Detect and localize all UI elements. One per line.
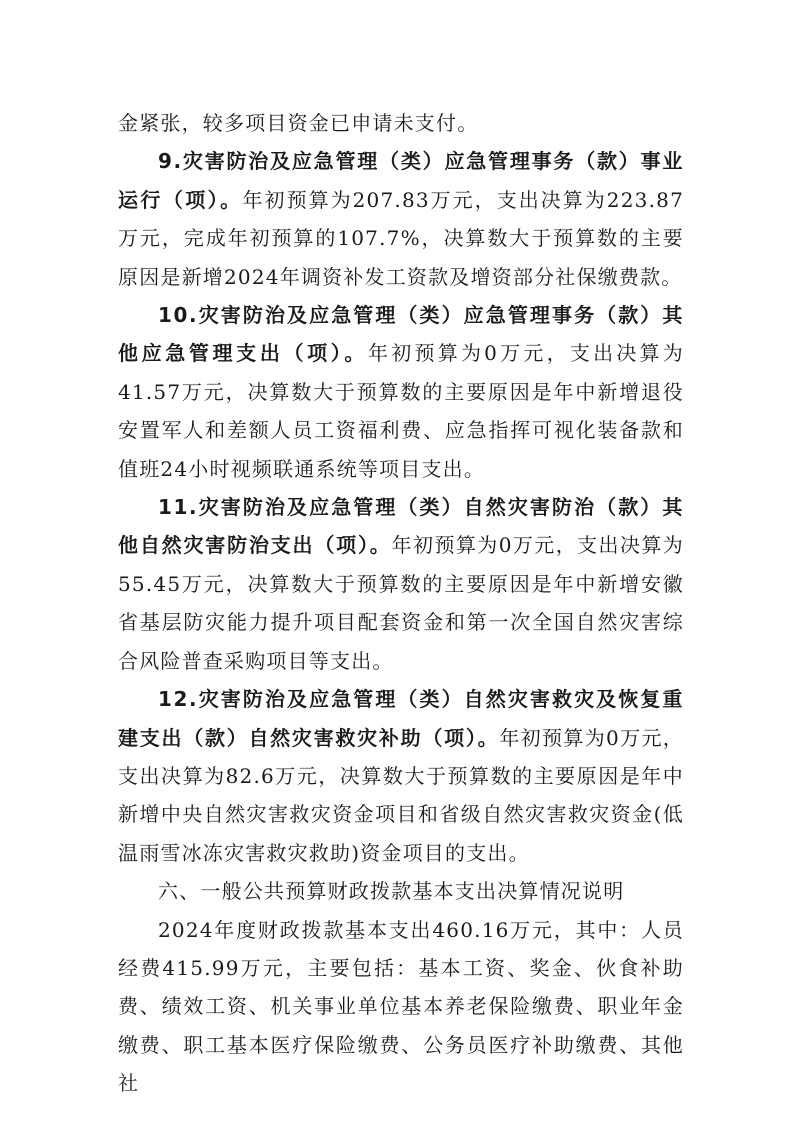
- item-12-heading: 12.灾害防治及应急管理（类）自然灾害救灾及恢复重建支出（款）自然灾害救灾补助（项）。: [118, 687, 684, 750]
- item-9-text: 年初预算为207.83万元，支出决算为223.87万元，完成年初预算的107.7%，决算数大于预算数的主要原因是新增2024年调资补发工资款及增资部分社保缴费款。: [118, 187, 684, 289]
- item-12-paragraph: [118, 680, 684, 872]
- basic-expenditure-paragraph: 2024年度财政拨款基本支出460.16万元，其中：人员经费415.99万元，主要包括：基本工资、奖金、伙食补助费、绩效工资、机关事业单位基本养老保险缴费、职业年金缴费、职工基本医疗保险缴费、公务员医疗补助缴费、其他社: [118, 917, 684, 1096]
- item-9-heading: 9.灾害防治及应急管理（类）应急管理事务（款）事业运行（项）。: [118, 149, 684, 212]
- item-11-heading: 11.灾害防治及应急管理（类）自然灾害防治（款）其他自然灾害防治支出（项）。: [118, 495, 684, 558]
- item-10-text: 年初预算为0万元，支出决算为41.57万元，决算数大于预算数的主要原因是年中新增退役安置军人和差额人员工资福利费、应急指挥可视化装备款和值班24小时视频联通系统等项目支出。: [118, 341, 684, 481]
- item-11-text: 年初预算为0万元，支出决算为55.45万元，决算数大于预算数的主要原因是年中新增安徽省基层防灾能力提升项目配套资金和第一次全国自然灾害综合风险普查采购项目等支出。: [118, 533, 684, 673]
- item-11-paragraph: [118, 488, 684, 680]
- item-9-paragraph: [118, 142, 684, 296]
- item-10-heading: 10.灾害防治及应急管理（类）应急管理事务（款）其他应急管理支出（项）。: [118, 303, 684, 366]
- document-body: [118, 104, 684, 1103]
- section-heading: 六、一般公共预算财政拨款基本支出决算情况说明: [158, 879, 625, 904]
- item-10-paragraph: [118, 296, 684, 488]
- continuation-paragraph: [118, 104, 684, 142]
- item-12-text: 年初预算为0万元，支出决算为82.6万元，决算数大于预算数的主要原因是年中新增中央自然灾害救灾资金项目和省级自然灾害救灾资金(低温雨雪冰冻灾害救灾救助)资金项目的支出。: [118, 725, 684, 865]
- paragraph-text: 金紧张，较多项目资金已申请未支付。: [118, 111, 479, 135]
